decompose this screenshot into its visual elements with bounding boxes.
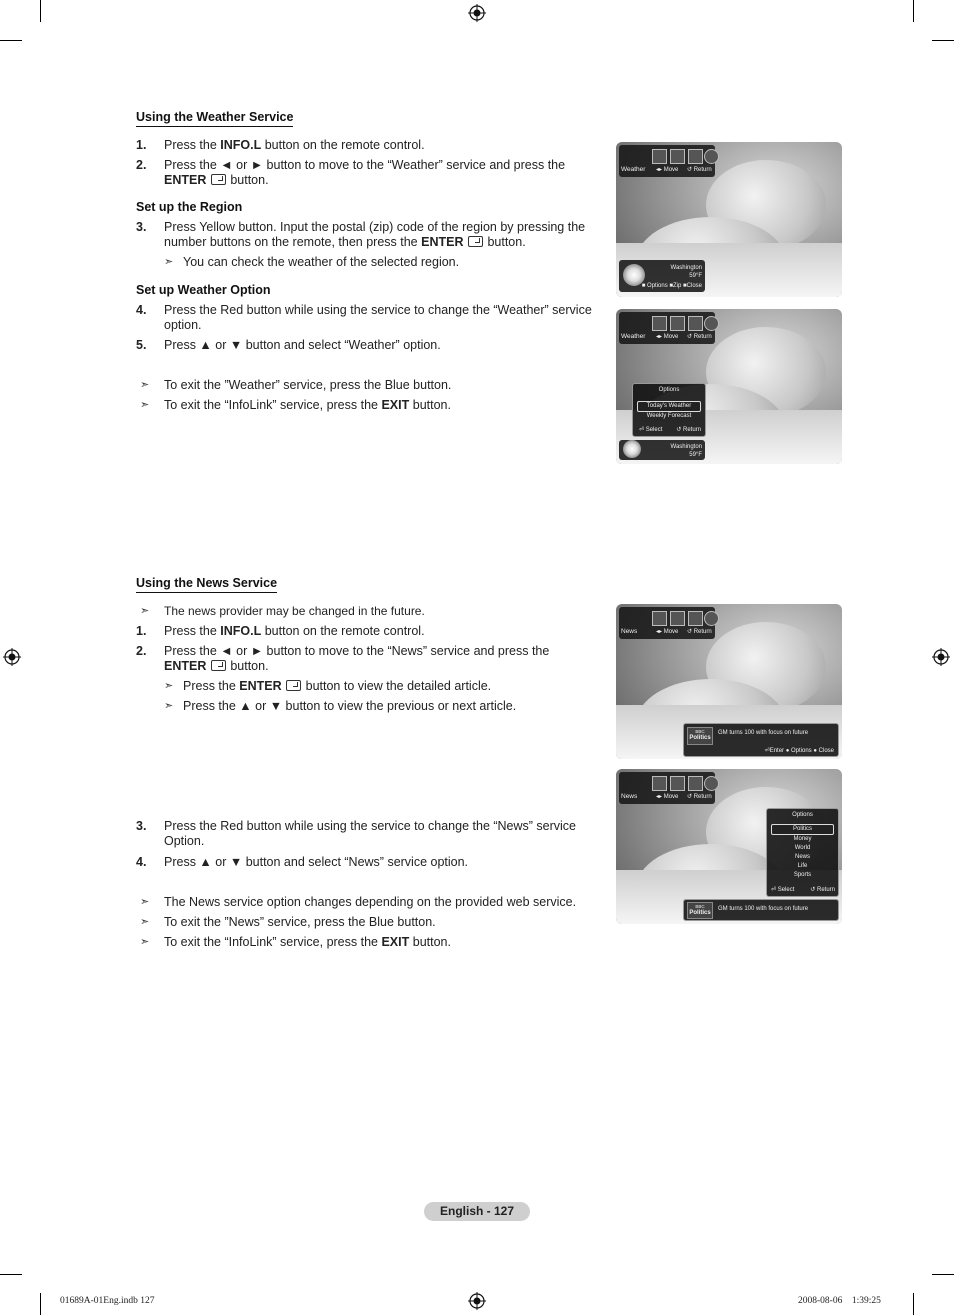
city-name: Washington [670,444,702,450]
crop-mark [40,0,41,22]
crop-mark [40,1293,41,1315]
weather-step-3: Press Yellow button. Input the postal (zip) code of the region by pressing the number buttons on the remote, then press the ENTER button. [164,220,586,249]
registration-mark-icon [468,4,486,22]
step-number: 1. [136,138,147,152]
weather-screen-1 [616,142,842,297]
news-option[interactable]: Politics [771,824,834,835]
option-weekly-forecast[interactable]: Weekly Forecast [646,413,692,419]
weather-step-5: Press ▲ or ▼ button and select “Weather” option. [164,338,441,352]
service-label: News [621,793,638,800]
file-name: 01689A-01Eng.indb 127 [60,1296,155,1306]
return-hint: ↺ Return [810,887,835,893]
news-option[interactable]: Life [797,863,808,869]
move-hint: ◂▸ Move [656,629,679,635]
enter-icon [211,174,226,185]
options-button[interactable]: ● Options [785,748,812,754]
return-hint: ↺ Return [687,629,712,635]
arrow-icon: ➣ [140,936,150,948]
options-title: Options [658,387,680,393]
crop-mark [0,1274,22,1275]
news-category-badge: BBC Politics [687,727,713,745]
weather-step-1: Press the INFO.L button on the remote control. [164,138,425,152]
service-label: Weather [621,333,646,340]
weather-option-heading: Set up Weather Option [136,283,271,297]
return-hint: ↺ Return [687,794,712,800]
crop-mark [913,1293,914,1315]
news-headline: GM turns 100 with focus on future [718,906,809,912]
crop-mark [932,40,954,41]
options-menu [632,383,706,437]
stock-icon [688,776,703,791]
service-label: Weather [621,166,646,173]
news-category-badge: BBC Politics [687,902,713,919]
options-title: Options [792,812,813,818]
arrow-icon: ➣ [164,680,174,692]
enter-button[interactable]: ⏎Enter [764,748,785,754]
page-number: English - 127 [424,1202,530,1221]
close-button[interactable]: ● Close [813,748,834,754]
news-option-note: The News service option changes depending on the provided web service. [164,895,577,909]
temperature: 59°F [689,452,702,458]
enter-icon [286,680,301,691]
news-sub-note-1: Press the ENTER button to view the detailed article. [183,679,492,693]
weather-icon [704,316,719,331]
print-timestamp: 2008-08-06 1:39:25 [798,1296,881,1306]
weather-exit-note: To exit the ”Weather” service, press the Blue button. [164,378,452,392]
news-option[interactable]: Sports [793,872,812,878]
weather-section-heading: Using the Weather Service [136,110,293,127]
news-provider-note: The news provider may be changed in the future. [164,604,425,618]
news-step-2: Press the ◄ or ► button to move to the “News” service and press the ENTER button. [164,644,550,673]
news-icon [670,611,685,626]
temperature: 59°F [689,273,702,279]
arrow-icon: ➣ [140,896,150,908]
arrow-icon: ➣ [140,916,150,928]
news-exit-note: To exit the ”News” service, press the Blue button. [164,915,436,929]
news-step-4: Press ▲ or ▼ button and select “News” service option. [164,855,469,869]
news-icon [670,776,685,791]
service-bar [619,607,715,639]
stock-icon [688,149,703,164]
registration-mark-icon [3,648,21,666]
weather-icon [704,776,719,791]
arrow-icon: ➣ [164,700,174,712]
crop-mark [0,40,22,41]
news-screen-1 [616,604,842,759]
select-hint: ⏎ Select [771,887,795,893]
crop-mark [932,1274,954,1275]
move-hint: ◂▸ Move [656,794,679,800]
arrow-icon: ➣ [140,399,150,411]
news-option[interactable]: World [794,845,811,851]
news-ticker [683,899,839,921]
return-hint: ↺ Return [687,167,712,173]
step-number: 4. [136,855,147,869]
photo-icon [652,316,667,331]
registration-mark-icon [468,1292,486,1310]
region-heading: Set up the Region [136,200,243,214]
photo-icon [652,611,667,626]
arrow-icon: ➣ [140,379,150,391]
move-hint: ◂▸ Move [656,167,679,173]
weather-icon [704,149,719,164]
weather-widget [619,260,705,292]
option-todays-weather[interactable]: Today's Weather [637,401,701,412]
service-bar [619,312,715,344]
news-step-1: Press the INFO.L button on the remote control. [164,624,425,638]
sun-icon [623,440,641,458]
return-hint: ↺ Return [676,427,701,433]
photo-icon [652,149,667,164]
photo-icon [652,776,667,791]
news-icon [670,149,685,164]
news-headline: GM turns 100 with focus on future [718,730,809,736]
weather-step-2: Press the ◄ or ► button to move to the “Weather” service and press the ENTER button. [164,158,566,187]
stock-icon [688,316,703,331]
step-number: 3. [136,819,147,833]
step-number: 4. [136,303,147,317]
select-hint: ⏎ Select [639,427,663,433]
news-options-menu [766,808,839,897]
enter-icon [468,236,483,247]
step-number: 1. [136,624,147,638]
move-hint: ◂▸ Move [656,334,679,340]
arrow-icon: ➣ [164,256,174,268]
service-bar [619,145,715,177]
news-sub-note-2: Press the ▲ or ▼ button to view the previous or next article. [183,699,517,713]
step-number: 5. [136,338,147,352]
news-icon [670,316,685,331]
weather-icon [704,611,719,626]
news-section-heading: Using the News Service [136,576,277,593]
stock-icon [688,611,703,626]
step-number: 3. [136,220,147,234]
infolink-exit-note: To exit the “InfoLink” service, press the EXIT button. [164,398,451,412]
step-number: 2. [136,158,147,172]
service-bar [619,772,715,804]
arrow-icon: ➣ [140,605,150,617]
weather-screen-2 [616,309,842,464]
service-label: News [621,628,638,635]
enter-icon [211,660,226,671]
weather-widget [619,440,705,460]
news-step-3: Press the Red button while using the service to change the “News” service Option. [164,819,577,848]
news-screen-2 [616,769,842,924]
city-name: Washington [670,265,702,271]
zip-button[interactable]: ■Zip [669,283,682,289]
registration-mark-icon [932,648,950,666]
close-button[interactable]: ■Close [683,283,702,289]
news-option[interactable]: News [794,854,810,860]
crop-mark [913,0,914,22]
infolink-exit-note: To exit the “InfoLink” service, press the EXIT button. [164,935,451,949]
step-number: 2. [136,644,147,658]
news-option[interactable]: Money [793,836,812,842]
news-ticker [683,723,839,757]
options-button[interactable]: ■ Options [641,283,668,289]
return-hint: ↺ Return [687,334,712,340]
weather-step-3-note: You can check the weather of the selected region. [183,255,460,269]
weather-step-4: Press the Red button while using the service to change the “Weather” service option. [164,303,592,332]
